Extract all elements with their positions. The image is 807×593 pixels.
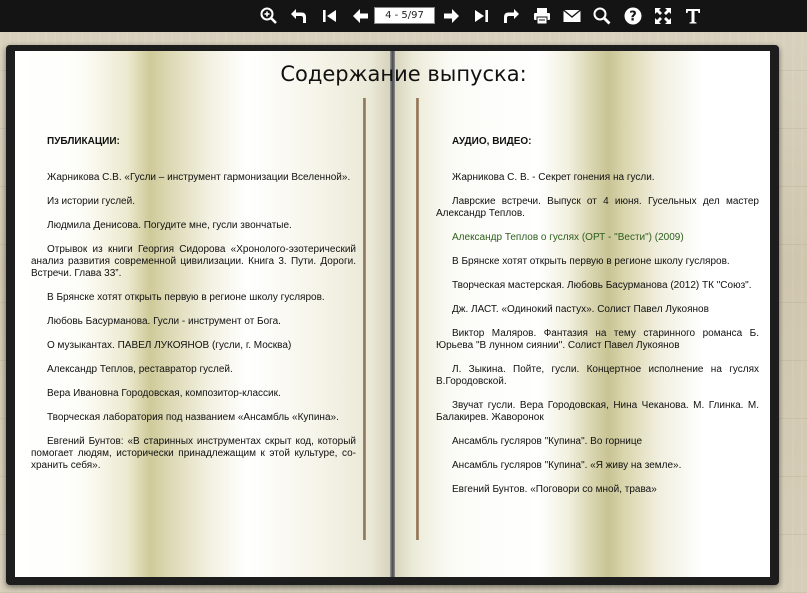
list-item[interactable]: Лаврские встречи. Выпуск от 4 июня. Гусельных дел мастер Александр Теплов. — [436, 196, 759, 219]
list-item[interactable]: Ансамбль гусляров "Купина". «Я живу на земле». — [452, 460, 682, 471]
list-item[interactable]: Звучат гусли. Вера Городовская, Нина Чеканова. М. Глинка. М. Балакирев. Жаворонок — [436, 400, 759, 423]
list-item[interactable]: Евгений Бунтов. «Поговори со мной, трава» — [452, 484, 657, 495]
svg-text:?: ? — [629, 9, 637, 25]
publications-heading: ПУБЛИКАЦИИ: — [47, 136, 120, 147]
text-mode-button[interactable] — [682, 5, 704, 27]
media-list — [436, 136, 759, 496]
right-page-divider — [416, 98, 419, 540]
back-button[interactable] — [288, 5, 310, 27]
fullscreen-icon — [653, 6, 673, 26]
first-page-icon — [320, 6, 340, 26]
zoom-in-icon — [259, 6, 279, 26]
page-number-field[interactable] — [374, 7, 435, 24]
list-item[interactable]: Александр Теплов, реставратор гуслей. — [47, 364, 233, 375]
media-heading: АУДИО, ВИДЕО: — [452, 136, 532, 147]
help-button[interactable] — [622, 5, 644, 27]
list-item[interactable]: Жарникова С. В. - Секрет гонения на гусли. — [452, 172, 655, 183]
search-icon — [592, 6, 612, 26]
undo-arrow-icon — [289, 6, 309, 26]
page-title: Содержание выпуска: — [280, 62, 527, 86]
video-link[interactable]: Александр Теплов о гуслях (ОРТ - "Вести") (2009) — [452, 232, 684, 243]
list-item[interactable]: Людмила Денисова. Погудите мне, гусли звончатые. — [47, 220, 292, 231]
first-page-button[interactable] — [319, 5, 341, 27]
email-button[interactable] — [561, 5, 583, 27]
search-button[interactable] — [591, 5, 613, 27]
book-spine — [390, 51, 395, 577]
list-item[interactable]: Л. Зыкина. Пойте, гусли. Концертное исполнение на гуслях В.Городовской. — [436, 364, 759, 387]
zoom-in-button[interactable] — [258, 5, 280, 27]
publications-list — [31, 136, 356, 472]
next-page-button[interactable] — [440, 5, 462, 27]
left-page-divider — [363, 98, 366, 540]
list-item[interactable]: Любовь Басурманова. Гусли - инструмент от Бога. — [47, 316, 281, 327]
list-item[interactable]: Вера Ивановна Городовская, композитор-классик. — [47, 388, 281, 399]
list-item[interactable]: Творческая лаборатория под названием «Ансамбль «Купина». — [47, 412, 339, 423]
printer-icon — [532, 6, 552, 26]
list-item[interactable]: В Брянске хотят открыть первую в регионе школу гусляров. — [47, 292, 325, 303]
prev-page-button[interactable] — [350, 5, 372, 27]
list-item[interactable]: Евгений Бунтов: «В старинных инструментах скрыт код, который помогает людям, исторически принадлежащим к этой культуре, со-хранить себя». — [31, 436, 356, 471]
list-item[interactable]: Отрывок из книги Георгия Сидорова «Хронолого-эзотерический анализ развития современной цивилизации. Книга 3. Пути. Дороги. Встречи. Глава 33”. — [31, 244, 356, 279]
list-item[interactable]: Ансамбль гусляров "Купина". Во горнице — [452, 436, 643, 447]
envelope-icon — [562, 6, 582, 26]
help-icon — [623, 6, 643, 26]
arrow-left-icon — [351, 6, 371, 26]
print-button[interactable] — [531, 5, 553, 27]
list-item[interactable]: В Брянске хотят открыть первую в регионе школу гусляров. — [452, 256, 730, 267]
list-item[interactable]: Жарникова С.В. «Гусли – инструмент гармонизации Вселенной». — [47, 172, 351, 183]
last-page-icon — [471, 6, 491, 26]
list-item[interactable]: Творческая мастерская. Любовь Басурманова (2012) ТК "Союз". — [452, 280, 752, 291]
viewer-toolbar — [0, 0, 807, 32]
list-item[interactable]: Дж. ЛАСТ. «Одинокий пастух». Солист Павел Лукоянов — [452, 304, 709, 315]
redo-arrow-icon — [501, 6, 521, 26]
arrow-right-icon — [441, 6, 461, 26]
last-page-button[interactable] — [470, 5, 492, 27]
list-item[interactable]: Из истории гуслей. — [47, 196, 135, 207]
text-icon — [683, 6, 703, 26]
list-item[interactable]: О музыкантах. ПАВЕЛ ЛУКОЯНОВ (гусли, г. Москва) — [47, 340, 292, 351]
list-item[interactable]: Виктор Маляров. Фантазия на тему старинного романса Б. Юрьева "В лунном сиянии". Солист Павел Лукоянов — [436, 328, 759, 351]
forward-button[interactable] — [500, 5, 522, 27]
fullscreen-button[interactable] — [652, 5, 674, 27]
